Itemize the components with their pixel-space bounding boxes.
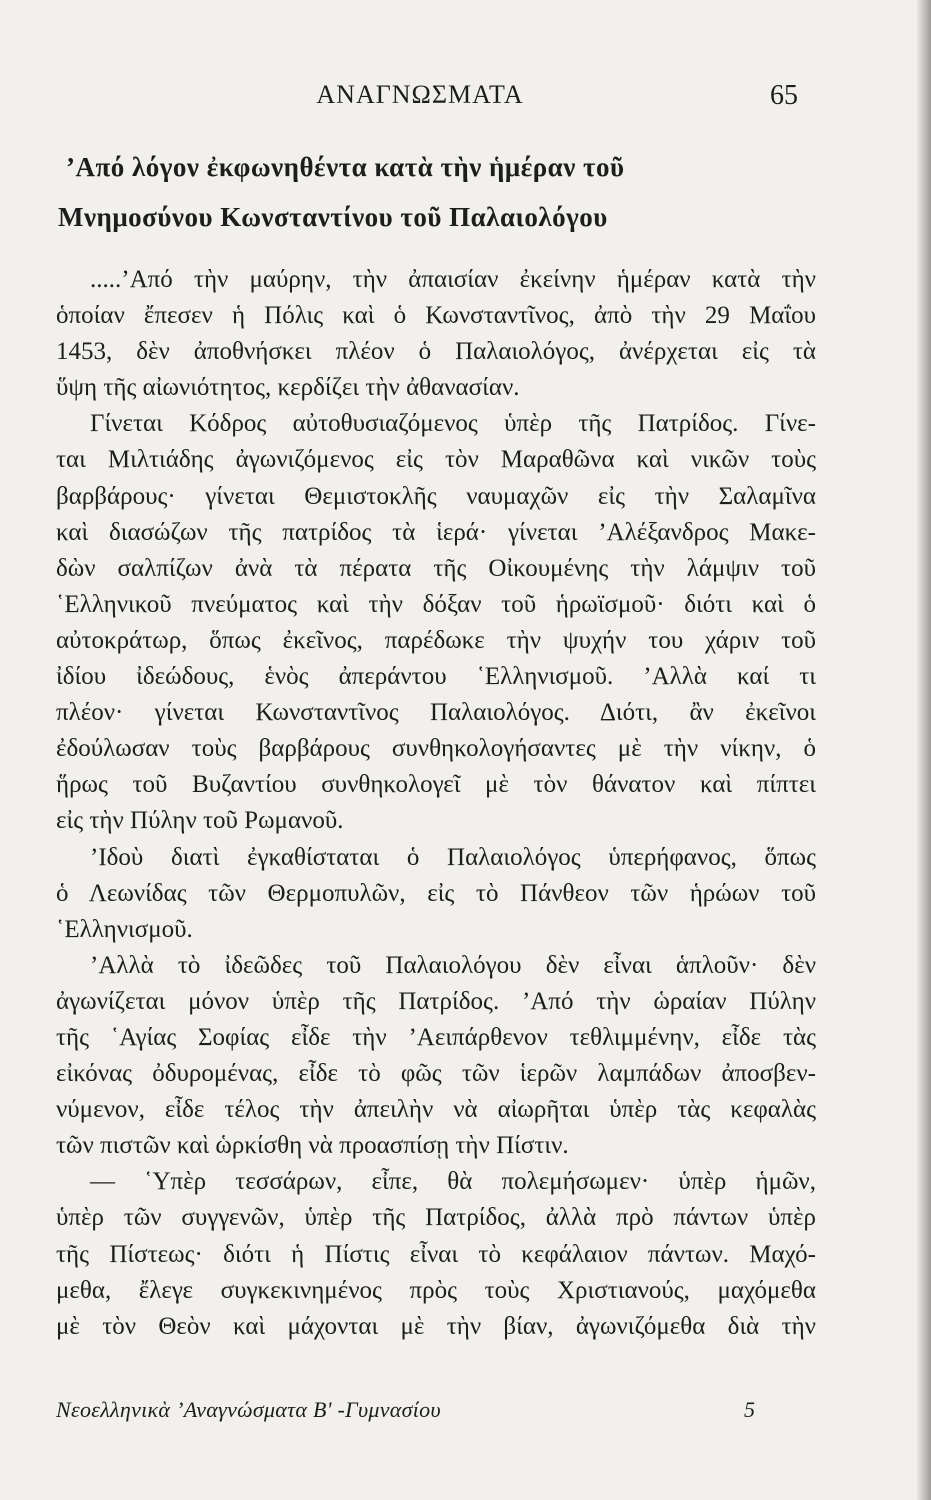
page-number: 65 [770,80,798,111]
running-title: ΑΝΑΓΝΩΣΜΑΤΑ [316,80,524,109]
text-line: εἰς τὴν Πύλην τοῦ Ρωμανοῦ. [56,807,344,835]
text-line: ὕψη τῆς αἰωνιότητος, κερδίζει τὴν ἀθανασίαν. [56,374,520,402]
text-line: τῆς Πίστεως· διότι ἡ Πίστις εἶναι τὸ κεφάλαιον πάντων. Μαχό- [56,1240,816,1268]
text-line: ται Μιλτιάδης ἀγωνιζόμενος εἰς τὸν Μαραθῶνα καὶ νικῶν τοὺς [56,446,816,474]
text-line: καὶ διασώζων τῆς πατρίδος τὰ ἱερά· γίνεται ’Αλέξανδρος Μακε- [56,518,816,546]
text-line: ῾Ελληνισμοῦ. [56,915,193,943]
running-header [0,80,931,120]
text-line: ὁ Λεωνίδας τῶν Θερμοπυλῶν, εἰς τὸ Πάνθεον τῶν ἡρώων τοῦ [56,879,816,907]
text-line: αὐτοκράτωρ, ὅπως ἐκεῖνος, παρέδωκε τὴν ψυχήν του χάριν τοῦ [56,626,816,654]
text-line: ῾Ελληνικοῦ πνεύματος καὶ τὴν δόξαν τοῦ ἡρωϊσμοῦ· διότι καὶ ὁ [56,590,816,618]
text-line: πλέον· γίνεται Κωνσταντῖνος Παλαιολόγος. Διότι, ἂν ἐκεῖνοι [56,699,816,727]
text-line: ’Ιδοὺ διατὶ ἐγκαθίσταται ὁ Παλαιολόγος ὑπερήφανος, ὅπως [90,843,816,871]
text-line: ὁποίαν ἔπεσεν ἡ Πόλις καὶ ὁ Κωνσταντῖνος, ἀπὸ τὴν 29 Μαΐου [56,302,816,330]
text-line: 1453, δὲν ἀποθνήσκει πλέον ὁ Παλαιολόγος, ἀνέρχεται εἰς τὰ [56,338,816,366]
page-binding-edge [917,0,931,1500]
text-line: τῶν πιστῶν καὶ ὡρκίσθη νὰ προασπίσῃ τὴν Πίστιν. [56,1132,569,1160]
page-footer [0,1397,931,1431]
footer-signature-mark: 5 [744,1397,755,1422]
heading-line-1: ’Από λόγον ἐκφωνηθέντα κατὰ τὴν ἡμέραν τοῦ [66,152,625,182]
text-line: δὼν σαλπίζων ἀνὰ τὰ πέρατα τῆς Οἰκουμένης τὴν λάμψιν τοῦ [56,554,816,582]
body-text [56,262,816,1345]
text-line: εἰκόνας ὀδυρομένας, εἶδε τὸ φῶς τῶν ἱερῶν λαμπάδων ἀποσβεν- [56,1060,816,1088]
section-heading [58,142,818,242]
text-line: ὑπὲρ τῶν συγγενῶν, ὑπὲρ τῆς Πατρίδος, ἀλλὰ πρὸ πάντων ὑπὲρ [56,1204,816,1232]
text-line: βαρβάρους· γίνεται Θεμιστοκλῆς ναυμαχῶν εἰς τὴν Σαλαμῖνα [56,482,816,510]
text-line: .....’Από τὴν μαύρην, τὴν ἀπαισίαν ἐκείνην ἡμέραν κατὰ τὴν [90,266,816,293]
text-line: ἀγωνίζεται μόνον ὑπὲρ τῆς Πατρίδος. ’Από τὴν ὡραίαν Πύλην [56,987,816,1015]
text-line: ἥρως τοῦ Βυζαντίου συνθηκολογεῖ μὲ τὸν θάνατον καὶ πίπτει [56,771,816,799]
text-line: ἰδίου ἰδεώδους, ἑνὸς ἀπεράντου ῾Ελληνισμοῦ. ’Αλλὰ καί τι [56,663,816,691]
text-line: ’Αλλὰ τὸ ἰδεῶδες τοῦ Παλαιολόγου δὲν εἶναι ἁπλοῦν· δὲν [90,951,816,979]
text-line: τῆς ῾Αγίας Σοφίας εἶδε τὴν ’Αειπάρθενον τεθλιμμένην, εἶδε τὰς [56,1023,816,1051]
text-line: ἐδούλωσαν τοὺς βαρβάρους συνθηκολογήσαντες μὲ τὴν νίκην, ὁ [56,735,816,763]
text-line: μὲ τὸν Θεὸν καὶ μάχονται μὲ τὴν βίαν, ἀγωνιζόμεθα διὰ τὴν [56,1312,816,1340]
text-line: — ῾Υπὲρ τεσσάρων, εἶπε, θὰ πολεμήσωμεν· ὑπὲρ ἡμῶν, [90,1168,816,1196]
text-line: μεθα, ἔλεγε συγκεκινημένος πρὸς τοὺς Χριστιανούς, μαχόμεθα [56,1276,816,1304]
text-line: νύμενον, εἶδε τέλος τὴν ἀπειλὴν νὰ αἰωρῆται ὑπὲρ τὰς κεφαλὰς [56,1096,816,1124]
text-line: Γίνεται Κόδρος αὐτοθυσιαζόμενος ὑπὲρ τῆς Πατρίδος. Γίνε- [90,410,816,438]
heading-line-2: Μνημοσύνου Κωνσταντίνου τοῦ Παλαιολόγου [58,202,608,232]
footer-book-title: Νεοελληνικὰ ’Αναγνώσματα Β' -Γυμνασίου [56,1397,441,1422]
